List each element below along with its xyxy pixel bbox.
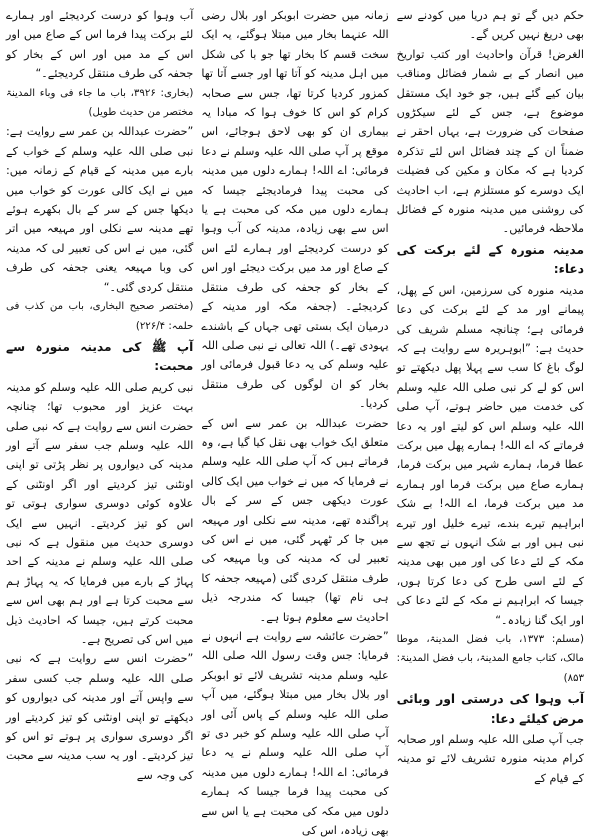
column-right xyxy=(396,6,584,785)
reference-citation: (بخاری: ۳۹۲۶، باب ما جاء فی وباء المدینۃ مختصر من حدیث طویل) xyxy=(6,87,194,119)
reference-citation: (مسلم: ۱۳۷۳، باب فضل المدینۃ، موطا مالک، کتاب جامع المدینۃ، باب فضل المدینۃ: ۸۵۳) xyxy=(396,634,584,684)
paragraph: ”حضرت انس سے روایت ہے کہ نبی صلی اللہ علیہ وسلم جب کسی سفر سے واپس آتے اور مدینہ کی دیواروں کو دیکھتے تو اپنی اونٹنی کو تیز کردیتے اور اگر دوسری سواری پر ہوتے تو اس کو تیز کردیتے۔ اور یہ سب مدینہ سے محبت کی وجہ سے xyxy=(6,652,194,782)
paragraph: آب وہوا کو درست کردیجئے اور ہمارے لئے برکت پیدا فرما اس کے صاع میں اور اس کے مد میں اور اس کے بخار کو جحفہ کی طرف منتقل کردیجئے۔“ xyxy=(6,9,194,81)
paragraph: نبی کریم صلی اللہ علیہ وسلم کو مدینہ بہت عزیز اور محبوب تھا؛ چنانچہ حضرت انس سے روایت ہے کہ نبی صلی اللہ علیہ وسلم جب سفر سے آتے اور مدینہ کی دیواروں پر نظر پڑتی تو اپنی اونٹنی تیز کردیتے اور اگر اونٹنی کے علاوہ کوئی دوسری سواری ہوتی تو اس کو تیز کردیتے۔ انہیں سے ایک دوسری حدیث میں منقول ہے کہ نبی صلی اللہ علیہ وسلم نے مدینہ کے احد پہاڑ کے بارے میں فرمایا کہ یہ پہاڑ ہم سے محبت کرتا ہے اور ہم بھی اس سے محبت کرتے ہیں، جیسا کہ احادیث ذیل میں اس کی تصریح ہے۔ xyxy=(6,380,194,646)
section-heading: مدینہ منورہ کے لئے برکت کی دعاء: xyxy=(396,242,584,277)
column-left xyxy=(6,6,194,782)
paragraph: الغرض! قرآن واحادیث اور کتب تواریخ میں انصار کے بے شمار فضائل ومناقب بیان کیے گئے ہیں، جو خود ایک مستقل موضوع ہے، جس کے لئے سیکڑوں صفحات کی ضرورت ہے، یہاں احقر نے ضمناً ان کے چند فضائل اس لئے تذکرہ کردیا ہے کہ مکان و مکین کی فضیلت ایک دوسرے کو مستلزم ہے، اب احادیث کی روشنی میں مدینہ منورہ کے فضائل ملاحظہ فرمائیں۔ xyxy=(396,47,584,236)
paragraph: مدینہ منورہ کی سرزمین، اس کے پھل، پیمانے اور مد کے لئے برکت کی دعا فرمائی ہے؛ چنانچہ مسلم شریف کی حدیث ہے: ”ابوہریرہ سے روایت ہے کہ لوگ باغ کا سب سے پہلا پھل دیکھتے تو اس کو لے کر نبی صلی اللہ علیہ وسلم کی خدمت میں حاضر ہوتے، آپ صلی اللہ علیہ وسلم اس کو لیتے اور یہ دعا فرماتے کہ اے اللہ! ہمارے پھل میں برکت عطا فرما، ہمارے شہر میں برکت فرما، ہمارے صاع میں برکت فرما اور ہمارے مد میں برکت فرما، اے اللہ! بے شک ابراہیم تیرے بندے، تیرے خلیل اور تیرے نبی ہیں اور بے شک انہوں نے تجھ سے مکہ کے لئے دعا کی اور میں بھی مدینہ کے لئے اسی طرح کی دعا کرتا ہوں، جیسا کہ ابراہیم نے مکہ کے لئے دعا کی اور ایک گنا زیادہ۔“ xyxy=(396,283,584,627)
paragraph: حکم دیں گے تو ہم دریا میں کودنے سے بھی دریغ نہیں کریں گے۔ xyxy=(396,9,584,42)
section-heading: آب وہوا کی درستی اور وبائی مرض کیلئے دعا: xyxy=(396,692,584,726)
column-middle xyxy=(201,6,389,838)
paragraph: جب آپ صلی اللہ علیہ وسلم اور صحابہ کرام مدینہ منورہ تشریف لائے تو مدینہ کے قیام کے xyxy=(396,733,584,785)
paragraph: حضرت عبداللہ بن عمر سے اس کے متعلق ایک خواب بھی نقل کیا گیا ہے، وہ فرماتے ہیں کہ آپ صلی اللہ علیہ وسلم نے فرمایا کہ میں نے خواب میں ایک کالی عورت دیکھی جس کے سر کے بال پراگندہ تھے، مدینہ سے نکلی اور مہیعہ میں جا کر ٹھہر گئی، میں نے اس کی تعبیر لی کہ مدینہ کی وبا مہیعہ کی طرف منتقل کردی گئی (مہیعہ جحفہ کا ہی نام تھا) جیسا کہ مندرجہ ذیل احادیث سے معلوم ہوتا ہے۔ xyxy=(201,416,389,624)
paragraph: ”حضرت عائشہ سے روایت ہے انہوں نے فرمایا: جس وقت رسول اللہ صلی اللہ علیہ وسلم مدینہ تشریف لائے تو ابوبکر اور بلال بخار میں مبتلا ہوگئے، میں آپ صلی اللہ علیہ وسلم کے پاس آئی اور آپ صلی اللہ علیہ وسلم کو خبر دی تو آپ صلی اللہ علیہ وسلم نے یہ دعا فرمائی: اے اللہ! ہمارے دلوں میں مدینہ کی محبت پیدا فرما جیسا کہ ہمارے دلوں میں مکہ کی محبت ہے یا اس سے بھی زیادہ، اس کی xyxy=(201,630,389,838)
reference-citation: (مختصر صحیح البخاری، باب من کذب فی حلمہ: ۲۲۶/۴) xyxy=(6,301,194,332)
section-heading: آپ ﷺ کی مدینہ منورہ سے محبت: xyxy=(6,339,194,374)
paragraph: زمانہ میں حضرت ابوبکر اور بلال رضی اللہ عنہما بخار میں مبتلا ہوگئے، یہ ایک سخت قسم کا بخار تھا جو با کی شکل میں اہل مدینہ کو آتا تھا اور جسے آتا تھا کمزور کردیا کرتا تھا، جس سے صحابہ کرام کو اس کا خوف ہوا کہ مبادا یہ بیماری ان کو بھی لاحق ہوجائے، اس موقع پر آپ صلی اللہ علیہ وسلم نے دعا فرمائی: اے اللہ! ہمارے دلوں میں مدینہ کی محبت پیدا فرمادیجئے جیسا کہ ہمارے دلوں میں مکہ کی محبت ہے یا اس سے بھی زیادہ، مدینہ کی آب وہوا کو درست کردیجئے اور ہمارے لئے اس کے صاع اور مد میں برکت دیجئے اور اس کے بخار کو جحفہ کی طرف منتقل کردیجئے۔ (جحفہ مکہ اور مدینہ کے درمیان ایک بستی تھی جہاں کے باشندے یہودی تھے۔) اللہ تعالی نے نبی صلی اللہ علیہ وسلم کی یہ دعا قبول فرمائی اور بخار کو ان لوگوں کی طرف منتقل کردیا۔ xyxy=(201,9,389,411)
paragraph: ”حضرت عبداللہ بن عمر سے روایت ہے: نبی صلی اللہ علیہ وسلم کے خواب کے بارے میں مدینہ کے قیام کے زمانہ میں: میں نے ایک کالی عورت کو خواب میں دیکھا جس کے سر کے بال بکھرے ہوئے تھے مدینہ سے نکلی اور مہیعہ میں اتر گئی، میں نے اس کی تعبیر لی کہ مدینہ کی وبا مہیعہ یعنی جحفہ کی طرف منتقل کردی گئی۔“ xyxy=(6,125,194,294)
